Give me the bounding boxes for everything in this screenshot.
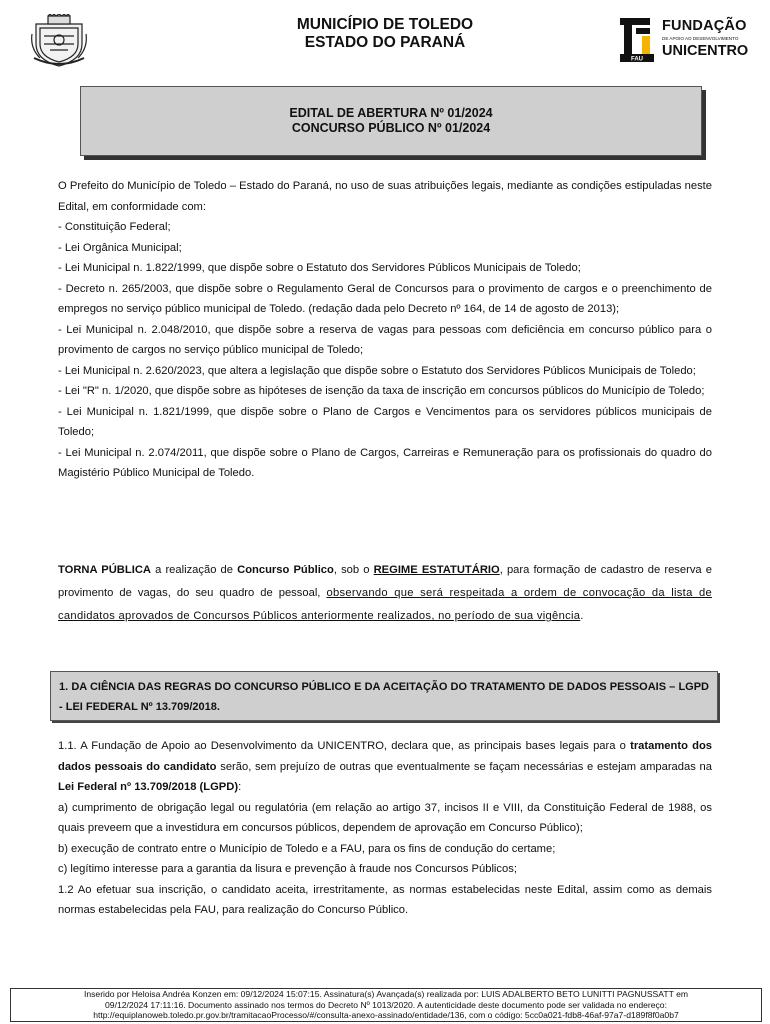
section-1-title: 1. DA CIÊNCIA DAS REGRAS DO CONCURSO PÚBLICO E DA ACEITAÇÃO DO TRATAMENTO DE DADOS PESSOAIS – LGPD - LEI FEDERAL Nº 13.709/2018.	[59, 681, 709, 713]
validation-link[interactable]: http://equiplanoweb.toledo.pr.gov.br/tramitacaoProcesso/#/consulta-anexo-assinado/entidade/136, com o código: 5cc0a021-fdb8-46af-97a7-d189f8f0a0b7	[93, 1010, 679, 1020]
clause-text: 1.1. A Fundação de Apoio ao Desenvolvimento da UNICENTRO, declara que, as principais bases legais para o	[58, 740, 631, 752]
fau-logo-icon	[618, 16, 658, 62]
observando-clause: observando que será respeitada a ordem de convocação da lista de candidatos aprovados de Concursos Públicos anteriormente realizados, no período de sua vigência	[58, 587, 712, 622]
edital-number: EDITAL DE ABERTURA Nº 01/2024	[289, 106, 493, 120]
concurso-number: CONCURSO PÚBLICO Nº 01/2024	[291, 121, 491, 135]
edital-title	[81, 106, 701, 136]
clause-text: serão, sem prejuízo de outras que eventualmente se façam necessárias e estejam amparadas na	[216, 760, 712, 773]
lgpd-law-label: Lei Federal nº 13.709/2018 (LGPD)	[58, 781, 239, 793]
legal-basis-subitem: a) cumprimento de obrigação legal ou regulatória (em relação ao artigo 37, incisos II e VIII, da Constituição Federal de 1988, os quais preveem que a investidura em concursos públicos, dependem de aprovação em Concurso Público);	[58, 801, 712, 834]
legal-basis-item: - Lei Municipal n. 2.074/2011, que dispõe sobre o Plano de Cargos, Carreiras e Remuneração para os profissionais do quadro do Magistério Público Municipal de Toledo.	[58, 446, 712, 479]
section-1-heading-box	[50, 671, 718, 721]
clause-1-1	[58, 736, 712, 798]
torna-text: a realização de	[151, 564, 238, 576]
legal-basis-item: - Lei Municipal n. 2.620/2023, que altera a legislação que dispõe sobre o Estatuto dos Servidores Públicos Municipais de Toledo;	[58, 364, 696, 377]
logo-unicentro-text: UNICENTRO	[662, 43, 749, 59]
footer-line: Inserido por Heloisa Andréa Konzen em: 09/12/2024 15:07:15. Assinatura(s) Avançada(s) realizada por: LUIS ADALBERTO BETO LUNITTI PAGNUSSATT em	[83, 989, 689, 999]
logo-foundation-text: FUNDAÇÃO	[662, 18, 747, 34]
torna-text: .	[580, 610, 584, 622]
fau-unicentro-logo	[618, 16, 749, 62]
legal-basis-item: - Constituição Federal;	[58, 221, 171, 233]
logo-subtitle-text: DE APOIO AO DESENVOLVIMENTO	[662, 36, 739, 41]
municipality-header	[200, 16, 570, 52]
legal-basis-item: - Lei Municipal n. 2.048/2010, que dispõe sobre a reserva de vagas para pessoas com deficiência em concurso público para o provimento de cargos no serviço público municipal de Toledo;	[58, 323, 712, 356]
torna-publica-label: TORNA PÚBLICA	[58, 564, 151, 576]
clause-text: :	[238, 781, 242, 793]
concurso-publico-label: Concurso Público	[237, 564, 334, 576]
legal-basis-item: - Lei Municipal n. 1.822/1999, que dispõe sobre o Estatuto dos Servidores Públicos Municipais de Toledo;	[58, 262, 581, 274]
regime-label: REGIME ESTATUTÁRIO	[373, 564, 500, 576]
torna-publica-paragraph	[58, 559, 712, 628]
legal-basis-subitem: b) execução de contrato entre o Município de Toledo e a FAU, para os fins de condução do certame;	[58, 842, 556, 855]
torna-text: , sob o	[333, 564, 374, 576]
legal-basis-item: - Lei "R" n. 1/2020, que dispõe sobre as hipóteses de isenção da taxa de inscrição em concursos públicos do Município de Toledo;	[58, 385, 705, 397]
toledo-crest-icon	[30, 14, 88, 68]
clause-bold-text: tratamento dos dados pessoais do candidato	[58, 740, 712, 773]
intro-opening: O Prefeito do Município de Toledo – Estado do Paraná, no uso de suas atribuições legais, mediante as condições estipuladas neste Edital, em conformidade com:	[58, 180, 712, 213]
intro-section	[58, 176, 712, 484]
legal-basis-item: - Lei Orgânica Municipal;	[58, 241, 182, 254]
legal-basis-item: - Decreto n. 265/2003, que dispõe sobre o Regulamento Geral de Concursos para o provimento de cargos e o preenchimento de empregos no serviço público municipal de Toledo. (redação dada pelo Decreto nº 164, de 14 de agosto de 2013);	[58, 282, 712, 315]
signature-footer	[10, 988, 762, 1022]
fau-mark-text: FAU	[631, 56, 643, 62]
legal-basis-subitem: c) legítimo interesse para a garantia da lisura e prevenção à fraude nos Concursos Públicos;	[58, 863, 517, 875]
municipality-name: MUNICÍPIO DE TOLEDO	[296, 16, 474, 33]
footer-line: 09/12/2024 17:11:16. Documento assinado nos termos do Decreto Nº 1013/2020. A autenticidade deste documento pode ser validada no endereço:	[105, 999, 667, 1010]
legal-basis-item: - Lei Municipal n. 1.821/1999, que dispõe sobre o Plano de Cargos e Vencimentos para os servidores públicos municipais de Toledo;	[58, 405, 712, 438]
torna-text: , para formação de cadastro de reserva e provimento de vagas, do seu quadro de pessoal,	[58, 564, 712, 599]
state-name: ESTADO DO PARANÁ	[304, 34, 466, 51]
section-1-body	[58, 736, 712, 921]
clause-1-2: 1.2 Ao efetuar sua inscrição, o candidato aceita, irrestritamente, as normas estabelecidas neste Edital, assim como as demais normas estabelecidas pela FAU, para realização do Concurso Público.	[58, 883, 712, 916]
edital-title-box	[80, 86, 702, 156]
